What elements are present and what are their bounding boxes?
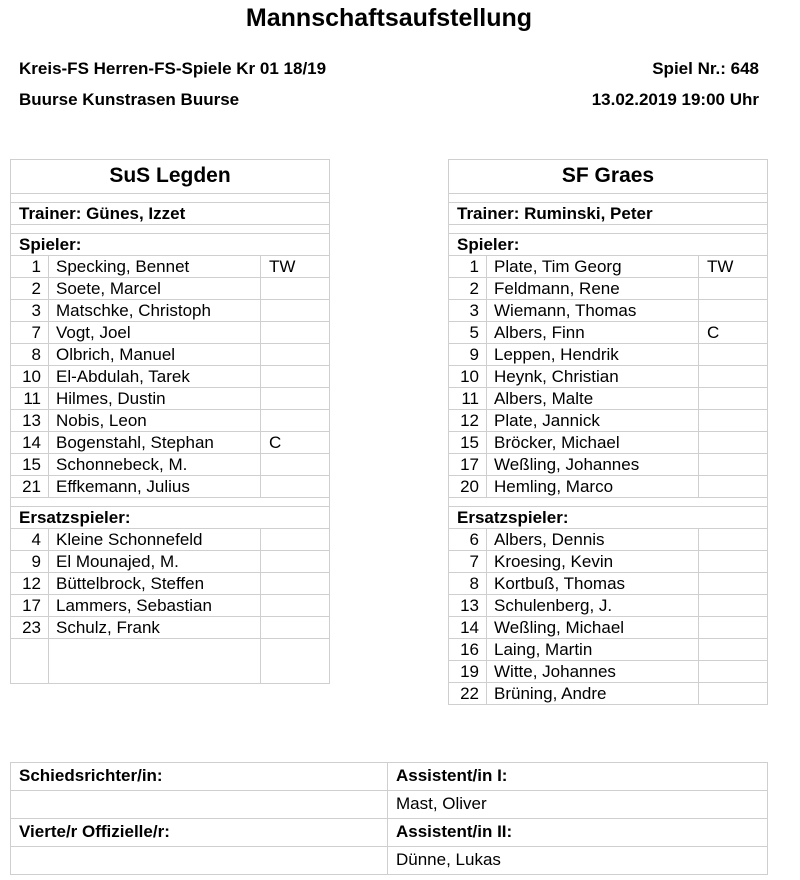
player-row bbox=[11, 344, 329, 366]
player-name: Bogenstahl, Stephan bbox=[56, 433, 214, 452]
subs-header-row bbox=[11, 507, 329, 529]
player-row bbox=[11, 595, 329, 617]
player-name: Witte, Johannes bbox=[494, 662, 616, 681]
player-role: TW bbox=[269, 257, 296, 276]
player-row bbox=[449, 551, 767, 573]
player-row bbox=[449, 410, 767, 432]
player-name: Albers, Dennis bbox=[494, 530, 605, 549]
player-name: El-Abdulah, Tarek bbox=[56, 367, 190, 386]
player-number: 7 bbox=[31, 323, 41, 342]
player-row bbox=[449, 256, 767, 278]
player-number: 14 bbox=[22, 433, 41, 452]
player-row bbox=[11, 388, 329, 410]
player-number: 9 bbox=[469, 345, 479, 364]
team-away-table bbox=[448, 159, 768, 705]
player-row bbox=[449, 573, 767, 595]
player-row bbox=[449, 683, 767, 705]
player-number: 3 bbox=[31, 301, 41, 320]
player-number: 1 bbox=[469, 257, 479, 276]
player-name: Nobis, Leon bbox=[56, 411, 147, 430]
player-number: 16 bbox=[460, 640, 479, 659]
player-number: 4 bbox=[31, 530, 41, 549]
player-row bbox=[449, 454, 767, 476]
player-name: Plate, Jannick bbox=[494, 411, 600, 430]
page-title: Mannschaftsaufstellung bbox=[245, 4, 533, 32]
player-number: 10 bbox=[460, 367, 479, 386]
player-name: Albers, Finn bbox=[494, 323, 585, 342]
player-row bbox=[11, 300, 329, 322]
player-number: 13 bbox=[460, 596, 479, 615]
player-name: Kroesing, Kevin bbox=[494, 552, 614, 571]
player-name: Wiemann, Thomas bbox=[494, 301, 637, 320]
assistant1-name: Mast, Oliver bbox=[396, 794, 487, 813]
player-name: Hemling, Marco bbox=[494, 477, 614, 496]
spacer-row bbox=[11, 498, 329, 507]
player-name: Heynk, Christian bbox=[494, 367, 619, 386]
player-row bbox=[11, 432, 329, 454]
officials-row bbox=[11, 819, 768, 847]
player-name: Schulenberg, J. bbox=[494, 596, 613, 615]
player-number: 6 bbox=[469, 530, 479, 549]
player-name: Büttelbrock, Steffen bbox=[56, 574, 205, 593]
player-row bbox=[449, 344, 767, 366]
player-row bbox=[449, 476, 767, 498]
player-name: El Mounajed, M. bbox=[56, 552, 179, 571]
player-row bbox=[449, 661, 767, 683]
spacer-row bbox=[449, 194, 767, 203]
player-number: 21 bbox=[22, 477, 41, 496]
player-row bbox=[11, 529, 329, 551]
player-row bbox=[11, 573, 329, 595]
player-name: Laing, Martin bbox=[494, 640, 593, 659]
player-row bbox=[11, 278, 329, 300]
player-role: C bbox=[707, 323, 720, 342]
player-row bbox=[11, 476, 329, 498]
player-name: Feldmann, Rene bbox=[494, 279, 620, 298]
player-name: Effkemann, Julius bbox=[56, 477, 190, 496]
player-name: Vogt, Joel bbox=[56, 323, 131, 342]
officials-row bbox=[11, 791, 768, 819]
player-number: 15 bbox=[460, 433, 479, 452]
referee-label: Schiedsrichter/in: bbox=[19, 766, 163, 785]
player-name: Albers, Malte bbox=[494, 389, 594, 408]
player-number: 1 bbox=[31, 257, 41, 276]
player-row bbox=[11, 454, 329, 476]
trainer-row bbox=[449, 203, 767, 225]
player-role: C bbox=[269, 433, 282, 452]
spacer-row bbox=[449, 225, 767, 234]
player-name: Hilmes, Dustin bbox=[56, 389, 166, 408]
team-name-row bbox=[449, 160, 767, 194]
player-name: Schulz, Frank bbox=[56, 618, 160, 637]
spacer-row bbox=[449, 498, 767, 507]
player-number: 9 bbox=[31, 552, 41, 571]
player-number: 19 bbox=[460, 662, 479, 681]
assistant2-label: Assistent/in II: bbox=[396, 822, 513, 841]
spacer-row bbox=[11, 194, 329, 203]
player-name: Weßling, Johannes bbox=[494, 455, 640, 474]
player-name: Plate, Tim Georg bbox=[494, 257, 622, 276]
trainer-label: Trainer: Günes, Izzet bbox=[19, 204, 186, 223]
subs-label: Ersatzspieler: bbox=[457, 508, 569, 527]
trainer-label: Trainer: Ruminski, Peter bbox=[457, 204, 653, 223]
players-label: Spieler: bbox=[19, 235, 82, 254]
players-label: Spieler: bbox=[457, 235, 520, 254]
player-row bbox=[449, 617, 767, 639]
players-header-row bbox=[11, 234, 329, 256]
player-number: 5 bbox=[469, 323, 479, 342]
player-number: 13 bbox=[22, 411, 41, 430]
team-name-row bbox=[11, 160, 329, 194]
assistant2-name: Dünne, Lukas bbox=[396, 850, 501, 869]
team-home-table bbox=[10, 159, 330, 684]
player-name: Specking, Bennet bbox=[56, 257, 190, 276]
player-row bbox=[449, 278, 767, 300]
player-number: 2 bbox=[469, 279, 479, 298]
player-row bbox=[449, 529, 767, 551]
player-row bbox=[11, 617, 329, 639]
assistant1-label: Assistent/in I: bbox=[396, 766, 508, 785]
player-number: 8 bbox=[31, 345, 41, 364]
player-number: 14 bbox=[460, 618, 479, 637]
player-name: Olbrich, Manuel bbox=[56, 345, 176, 364]
officials-row bbox=[11, 763, 768, 791]
player-name: Bröcker, Michael bbox=[494, 433, 620, 452]
player-number: 10 bbox=[22, 367, 41, 386]
officials-table bbox=[10, 762, 768, 875]
player-number: 22 bbox=[460, 684, 479, 703]
player-row bbox=[11, 366, 329, 388]
player-number: 7 bbox=[469, 552, 479, 571]
player-row bbox=[449, 432, 767, 454]
game-number: Spiel Nr.: 648 bbox=[652, 59, 759, 78]
player-row bbox=[449, 300, 767, 322]
subs-label: Ersatzspieler: bbox=[19, 508, 131, 527]
game-datetime: 13.02.2019 19:00 Uhr bbox=[591, 90, 759, 109]
subs-header-row bbox=[449, 507, 767, 529]
player-name: Weßling, Michael bbox=[494, 618, 625, 637]
player-number: 12 bbox=[460, 411, 479, 430]
player-name: Soete, Marcel bbox=[56, 279, 161, 298]
player-number: 17 bbox=[22, 596, 41, 615]
player-name: Kortbuß, Thomas bbox=[494, 574, 626, 593]
player-name: Kleine Schonnefeld bbox=[56, 530, 203, 549]
player-number: 12 bbox=[22, 574, 41, 593]
player-role: TW bbox=[707, 257, 734, 276]
player-number: 3 bbox=[469, 301, 479, 320]
fourth-official-label: Vierte/r Offizielle/r: bbox=[19, 822, 170, 841]
player-row bbox=[11, 551, 329, 573]
player-name: Schonnebeck, M. bbox=[56, 455, 188, 474]
player-row bbox=[11, 410, 329, 432]
player-name: Leppen, Hendrik bbox=[494, 345, 619, 364]
team-name: SF Graes bbox=[561, 164, 655, 187]
player-row bbox=[449, 639, 767, 661]
player-name: Lammers, Sebastian bbox=[56, 596, 212, 615]
league-name: Kreis-FS Herren-FS-Spiele Kr 01 18/19 bbox=[19, 59, 327, 78]
player-row bbox=[449, 322, 767, 344]
player-name: Matschke, Christoph bbox=[56, 301, 211, 320]
player-number: 23 bbox=[22, 618, 41, 637]
player-row bbox=[449, 388, 767, 410]
player-number: 2 bbox=[31, 279, 41, 298]
officials-row bbox=[11, 847, 768, 875]
spacer-row bbox=[11, 225, 329, 234]
player-number: 17 bbox=[460, 455, 479, 474]
player-number: 8 bbox=[469, 574, 479, 593]
player-row bbox=[449, 366, 767, 388]
player-row bbox=[11, 256, 329, 278]
player-row bbox=[11, 322, 329, 344]
trainer-row bbox=[11, 203, 329, 225]
player-number: 15 bbox=[22, 455, 41, 474]
player-number: 11 bbox=[23, 389, 41, 408]
venue-name: Buurse Kunstrasen Buurse bbox=[19, 90, 240, 109]
player-number: 11 bbox=[461, 389, 479, 408]
team-name: SuS Legden bbox=[109, 164, 231, 187]
player-row bbox=[449, 595, 767, 617]
player-row bbox=[11, 639, 329, 684]
player-name: Brüning, Andre bbox=[494, 684, 607, 703]
players-header-row bbox=[449, 234, 767, 256]
player-number: 20 bbox=[460, 477, 479, 496]
